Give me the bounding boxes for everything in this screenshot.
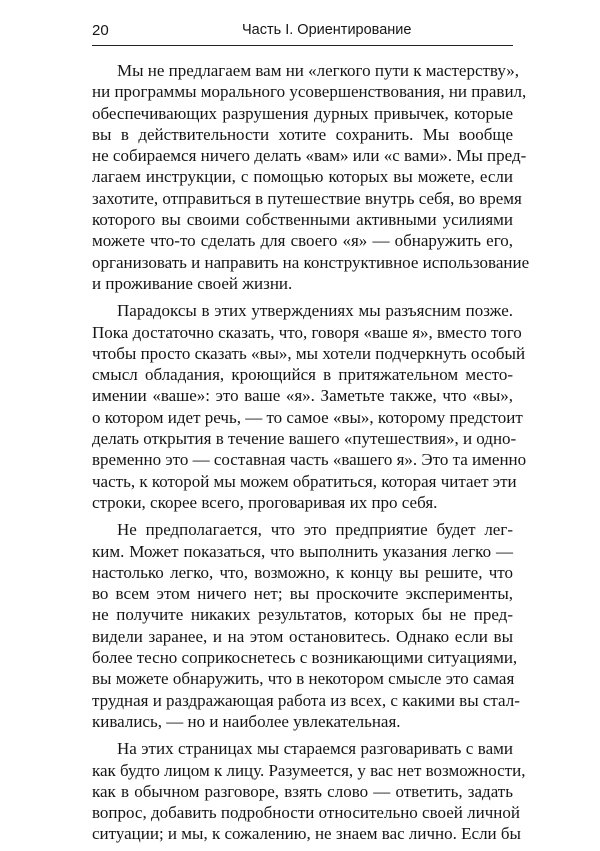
text-line: видели заранее, и на этом остановитесь. Однако если вы [92,626,513,646]
body-text [92,60,530,851]
text-line: организовать и направить на конструктивное использование [92,252,530,272]
text-line: чтобы просто сказать «вы», мы хотели подчеркнуть особый [92,343,526,363]
text-line: делать открытия в течение вашего «путешествия», и одно- [92,429,517,449]
text-line: можете что-то сделать для своего «я» — обнаружить его, [92,231,513,251]
text-line: Парадоксы в этих утверждениях мы разъясним позже. [117,301,513,321]
text-line: вы в действительности хотите сохранить. Мы вообще [92,124,513,144]
text-line: строки, скорее всего, проговаривая их про себя. [92,492,438,512]
text-line: ким. Может показаться, что выполнить указания легко — [92,541,513,561]
text-line: обеспечивающих разрушения дурных привычек, которые [92,103,513,123]
text-line: Мы не предлагаем вам ни «легкого пути к мастерству», [117,61,520,80]
text-line: захотите, отправиться в путешествие внутрь себя, во время [92,188,522,208]
text-line: не получите никаких результатов, которых бы не пред- [92,605,513,625]
text-line: не собираемся ничего делать «вам» или «с вами». Мы пред- [92,146,527,166]
text-line: Не предполагается, что это предприятие будет лег- [117,520,513,540]
text-line: имении «ваше»: это ваше «я». Заметьте также, что «вы», [92,386,513,406]
paragraph [92,60,530,294]
text-line: как в обычном разговоре, взять слово — ответить, задать [92,781,513,801]
text-line: и проживание своей жизни. [92,273,293,293]
text-line: смысл обладания, кроющийся в притяжательном место- [92,365,513,385]
text-line: кивались, — но и наиболее увлекательная. [92,711,401,731]
text-line: ситуации; и мы, к сожалению, не знаем вас лично. Если бы [92,824,521,844]
text-line: временно это — составная часть «вашего я». Это та именно [92,450,527,470]
text-line: часть, к которой мы можем обратиться, которая читает эти [92,471,517,491]
text-line: лагаем инструкции, с помощью которых вы можете, если [92,167,513,187]
text-line: настолько легко, что, возможно, к концу вы решите, что [92,562,513,582]
header-rule [92,45,513,46]
paragraph [92,300,527,513]
text-line: вы можете обнаружить, что в некотором смысле это самая [92,669,515,689]
paragraph [92,738,526,844]
text-line: более тесно соприкоснетесь с возникающими ситуациями, [92,648,518,668]
text-line: о котором идет речь, — то самое «вы», которому предстоит [92,407,523,427]
text-line: как будто лицом к лицу. Разумеется, у вас нет возможности, [92,760,526,780]
text-line: вопрос, добавить подробности относительно своей личной [92,803,520,823]
text-line: ни программы морального усовершенствования, ни правил, [92,82,527,102]
page-header [92,22,512,42]
page-number: 20 [92,22,109,39]
text-line: во всем этом ничего нет; вы проскочите эксперименты, [92,584,513,604]
text-line: На этих страницах мы стараемся разговаривать с вами [117,739,513,759]
text-line: Пока достаточно сказать, что, говоря «ваше я», вместо того [92,322,522,342]
text-line: которого вы своими собственными активными усилиями [92,210,513,230]
paragraph [92,519,520,732]
running-title: Часть I. Ориентирование [242,22,412,38]
text-line: трудная и раздражающая работа из всех, с какими вы стал- [92,690,520,710]
